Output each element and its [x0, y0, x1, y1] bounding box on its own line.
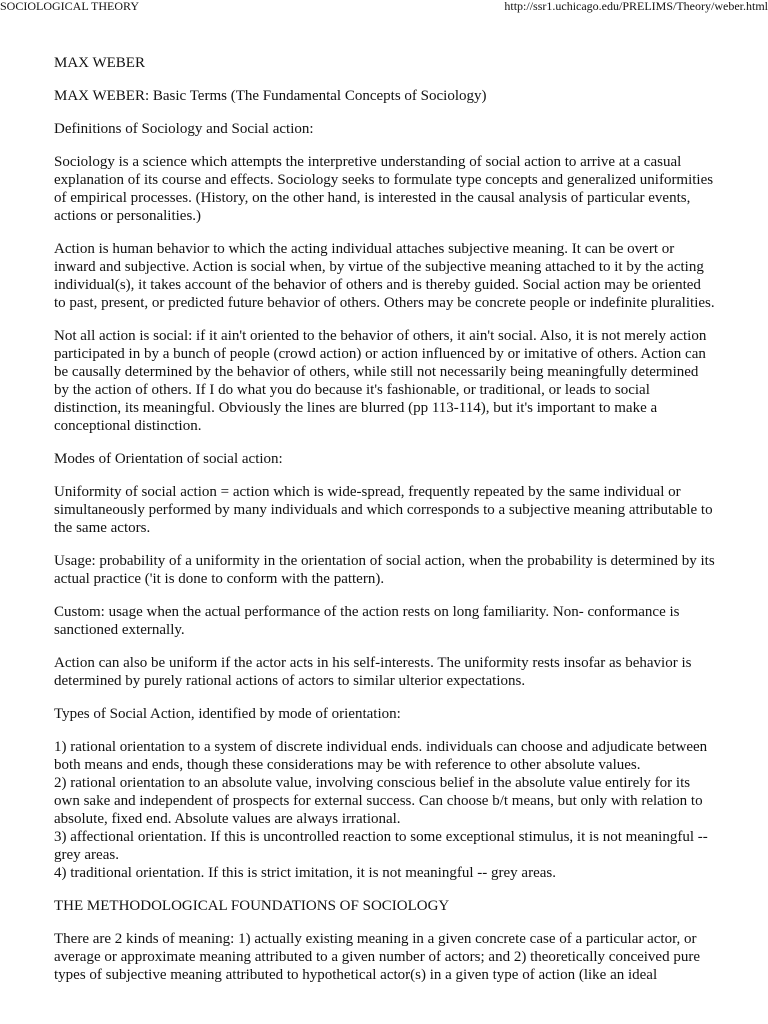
- types-list: [54, 738, 716, 882]
- paragraph-meaning: There are 2 kinds of meaning: 1) actually existing meaning in a given concrete case of a particular actor, or average or approximate meaning attributed to a given number of actors; and 2) theoretically conceived pure types of subjective meaning attributed to hypothetical actor(s) in a given type of action (like an ideal: [54, 931, 700, 983]
- list-item: 1) rational orientation to a system of discrete individual ends. individuals can choose and adjudicate between both means and ends, though these considerations may be with reference to other absolute values.: [54, 739, 708, 773]
- section-heading-definitions: Definitions of Sociology and Social action:: [54, 121, 314, 137]
- document-subtitle: MAX WEBER: Basic Terms (The Fundamental Concepts of Sociology): [54, 88, 487, 104]
- site-title: SOCIOLOGICAL THEORY: [0, 0, 140, 13]
- section-heading-methodological: THE METHODOLOGICAL FOUNDATIONS OF SOCIOLOGY: [54, 898, 450, 914]
- section-heading-types: Types of Social Action, identified by mode of orientation:: [54, 706, 401, 722]
- section-heading-modes: Modes of Orientation of social action:: [54, 451, 283, 467]
- list-item: 3) affectional orientation. If this is uncontrolled reaction to some exceptional stimulus, it is not meaningful -- grey areas.: [54, 829, 708, 863]
- paragraph-custom: Custom: usage when the actual performance of the action rests on long familiarity. Non- conformance is sanctioned externally.: [54, 604, 680, 638]
- list-item: 4) traditional orientation. If this is strict imitation, it is not meaningful -- grey areas.: [54, 865, 556, 881]
- paragraph-uniformity: Uniformity of social action = action which is wide-spread, frequently repeated by the same individual or simultaneously performed by many individuals and which corresponds to a subjective meaning attributable to the same actors.: [54, 484, 713, 536]
- paragraph-usage: Usage: probability of a uniformity in the orientation of social action, when the probability is determined by its actual practice ('it is done to conform with the pattern).: [54, 553, 715, 587]
- paragraph-not-social: Not all action is social: if it ain't oriented to the behavior of others, it ain't social. Also, it is not merely action participated in by a bunch of people (crowd action) or action influenced by or imitative of others. Action can be causally determined by the behavior of others, while still not necessarily being meaningfully determined by the action of others. If I do what you do because it's fashionable, or traditional, or leads to social distinction, its meaningful. Obviously the lines are blurred (pp 113-114), but it's important to make a conceptional distinction.: [54, 328, 707, 434]
- document-body: [54, 54, 716, 999]
- page-url: http://ssr1.uchicago.edu/PRELIMS/Theory/weber.html: [504, 0, 768, 13]
- paragraph-self-interest: Action can also be uniform if the actor acts in his self-interests. The uniformity rests insofar as behavior is determined by purely rational actions of actors to similar ulterior expectations.: [54, 655, 692, 689]
- print-header: [0, 0, 768, 14]
- list-item: 2) rational orientation to an absolute value, involving conscious belief in the absolute value entirely for its own sake and independent of prospects for external success. Can choose b/t means, but only with relation to absolute, fixed end. Absolute values are always irrational.: [54, 775, 703, 827]
- paragraph-sociology: Sociology is a science which attempts the interpretive understanding of social action to arrive at a casual explanation of its course and effects. Sociology seeks to formulate type concepts and generalized uniformities of empirical processes. (History, on the other hand, is interested in the causal analysis of particular events, actions or personalities.): [54, 154, 714, 224]
- paragraph-action: Action is human behavior to which the acting individual attaches subjective meaning. It can be overt or inward and subjective. Action is social when, by virtue of the subjective meaning attached to it by the acting individual(s), it takes account of the behavior of others and is thereby guided. Social action may be oriented to past, present, or predicted future behavior of others. Others may be concrete people or indefinite pluralities.: [54, 241, 715, 311]
- document-title: MAX WEBER: [54, 55, 145, 71]
